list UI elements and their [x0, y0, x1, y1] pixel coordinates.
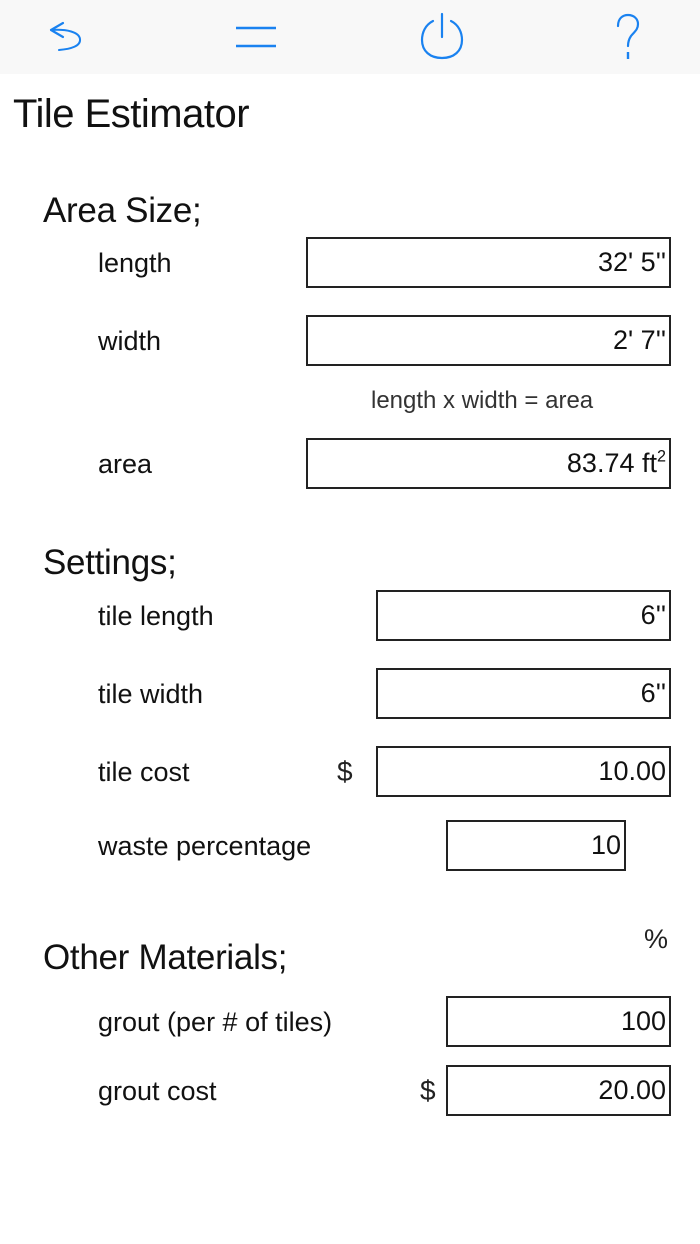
question-mark-icon — [613, 12, 643, 62]
grout-field[interactable] — [446, 996, 671, 1047]
area-label: area — [98, 449, 153, 479]
grout-cost-label: grout cost — [98, 1076, 217, 1106]
waste-percentage-field[interactable] — [446, 820, 626, 871]
tile-length-value: 6'' — [640, 600, 666, 630]
grout-cost-field[interactable] — [446, 1065, 671, 1116]
grout-label: grout (per # of tiles) — [98, 1007, 333, 1037]
width-field[interactable] — [306, 315, 671, 366]
menu-lines-icon — [234, 22, 278, 52]
tile-width-label: tile width — [98, 679, 204, 709]
area-value: 83.74 ft — [566, 448, 657, 478]
section-title-area-size: Area Size; — [43, 191, 202, 230]
waste-percentage-value: 10 — [590, 830, 621, 860]
back-button[interactable] — [42, 10, 98, 64]
tile-cost-field[interactable] — [376, 746, 671, 797]
area-unit-superscript: 2 — [656, 447, 666, 466]
waste-percent-unit: % — [644, 924, 669, 954]
width-label: width — [98, 326, 162, 356]
width-value: 2' 7'' — [613, 325, 666, 355]
grout-cost-value: 20.00 — [598, 1075, 666, 1105]
tile-length-field[interactable] — [376, 590, 671, 641]
tile-width-value: 6'' — [640, 678, 666, 708]
power-button[interactable] — [414, 10, 470, 64]
tile-cost-value: 10.00 — [598, 756, 666, 786]
power-icon — [419, 12, 465, 62]
area-field — [306, 438, 671, 489]
undo-arrow-icon — [45, 15, 95, 59]
help-button[interactable] — [600, 10, 656, 64]
toolbar — [0, 0, 700, 74]
grout-cost-currency-prefix: $ — [420, 1075, 436, 1106]
length-field[interactable] — [306, 237, 671, 288]
tile-cost-label: tile cost — [98, 757, 190, 787]
tile-width-field[interactable] — [376, 668, 671, 719]
section-title-other-materials: Other Materials; — [43, 938, 288, 977]
grout-value: 100 — [620, 1006, 666, 1036]
length-value: 32' 5'' — [597, 247, 666, 277]
tile-cost-currency-prefix: $ — [337, 756, 353, 787]
length-label: length — [98, 248, 172, 278]
area-formula: length x width = area — [371, 387, 594, 414]
section-title-settings: Settings; — [43, 543, 177, 582]
waste-percentage-label: waste percentage — [98, 831, 312, 861]
page-title: Tile Estimator — [13, 92, 250, 136]
menu-button[interactable] — [228, 10, 284, 64]
tile-length-label: tile length — [98, 601, 214, 631]
